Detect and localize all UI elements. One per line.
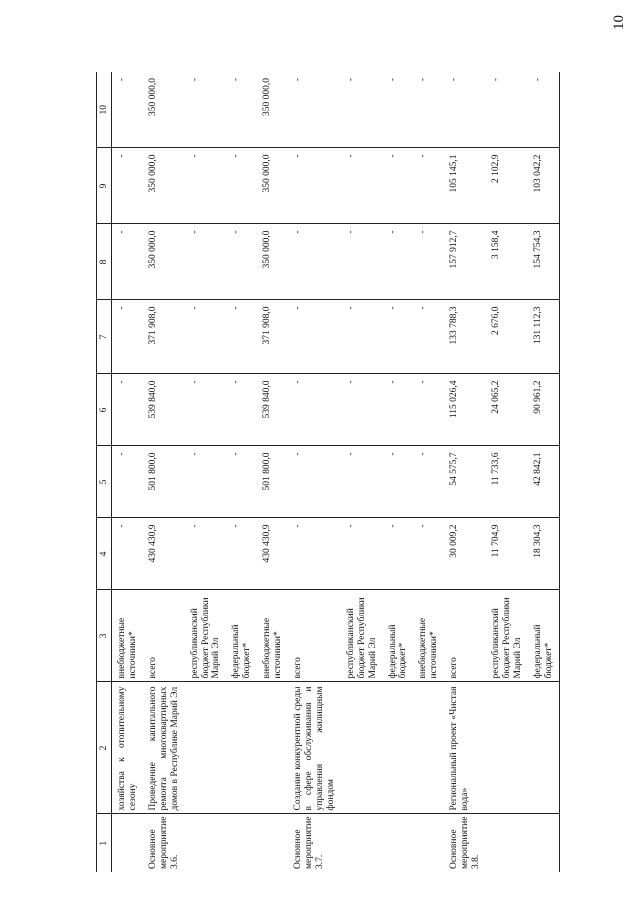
amount-cell: - bbox=[288, 300, 341, 374]
activity-number bbox=[226, 814, 257, 872]
amount-cell: - bbox=[226, 518, 257, 590]
amount-cell: 11 704,9 bbox=[486, 518, 528, 590]
table-header-row bbox=[97, 72, 112, 872]
amount-cell: - bbox=[383, 300, 414, 374]
amount-cell: - bbox=[528, 72, 559, 148]
amount-cell: 133 788,3 bbox=[444, 300, 486, 374]
funding-source: федеральный бюджет* bbox=[226, 590, 257, 682]
amount-cell: - bbox=[444, 72, 486, 148]
amount-cell: - bbox=[185, 300, 227, 374]
amount-cell: - bbox=[185, 446, 227, 518]
amount-cell: - bbox=[341, 148, 383, 224]
amount-cell: - bbox=[112, 148, 143, 224]
activity-number bbox=[185, 814, 227, 872]
amount-cell: - bbox=[226, 224, 257, 300]
amount-cell: - bbox=[185, 72, 227, 148]
activity-name: хозяйства к отопительному сезону bbox=[112, 682, 143, 814]
amount-cell: 115 026,4 bbox=[444, 374, 486, 446]
table-row bbox=[185, 72, 227, 872]
amount-cell: 54 575,7 bbox=[444, 446, 486, 518]
activity-number: Основное мероприятие 3.8. bbox=[449, 816, 482, 869]
activity-name bbox=[185, 682, 227, 814]
funding-source: всего bbox=[444, 590, 486, 682]
amount-cell: - bbox=[341, 300, 383, 374]
table-row bbox=[288, 72, 341, 872]
amount-cell: - bbox=[383, 148, 414, 224]
budget-table bbox=[96, 72, 560, 872]
amount-cell: 105 145,1 bbox=[444, 148, 486, 224]
amount-cell: 350 000,0 bbox=[257, 224, 288, 300]
activity-name bbox=[383, 682, 414, 814]
amount-cell: - bbox=[383, 224, 414, 300]
table-row bbox=[257, 72, 288, 872]
table-row bbox=[413, 72, 444, 872]
activity-name bbox=[413, 682, 444, 814]
table-row bbox=[143, 72, 185, 872]
activity-number bbox=[383, 814, 414, 872]
amount-cell: - bbox=[413, 224, 444, 300]
amount-cell: 42 842,1 bbox=[528, 446, 559, 518]
funding-source: республиканский бюджет Республики Марий Эл bbox=[486, 590, 528, 682]
amount-cell: 11 733,6 bbox=[486, 446, 528, 518]
activity-number bbox=[257, 814, 288, 872]
activity-number bbox=[341, 814, 383, 872]
amount-cell: 430 430,9 bbox=[257, 518, 288, 590]
column-header: 7 bbox=[97, 300, 112, 374]
activity-number: Основное мероприятие 3.7. bbox=[293, 816, 325, 869]
amount-cell: - bbox=[226, 148, 257, 224]
amount-cell: - bbox=[383, 518, 414, 590]
amount-cell: 501 800,0 bbox=[257, 446, 288, 518]
amount-cell: - bbox=[383, 374, 414, 446]
amount-cell: 501 800,0 bbox=[143, 446, 185, 518]
amount-cell: - bbox=[288, 374, 341, 446]
column-header: 1 bbox=[97, 814, 112, 872]
amount-cell: - bbox=[413, 446, 444, 518]
amount-cell: - bbox=[288, 148, 341, 224]
amount-cell: 350 000,0 bbox=[257, 72, 288, 148]
amount-cell: - bbox=[341, 374, 383, 446]
amount-cell: - bbox=[185, 374, 227, 446]
activity-name bbox=[528, 682, 559, 814]
amount-cell: 350 000,0 bbox=[257, 148, 288, 224]
amount-cell: 157 912,7 bbox=[444, 224, 486, 300]
amount-cell: - bbox=[112, 518, 143, 590]
amount-cell: 2 102,9 bbox=[486, 148, 528, 224]
table-body bbox=[112, 72, 560, 872]
amount-cell: 371 908,0 bbox=[143, 300, 185, 374]
funding-source: всего bbox=[143, 590, 185, 682]
table-row bbox=[528, 72, 559, 872]
amount-cell: - bbox=[226, 72, 257, 148]
amount-cell: - bbox=[185, 148, 227, 224]
amount-cell: - bbox=[185, 224, 227, 300]
table-row bbox=[486, 72, 528, 872]
column-header: 9 bbox=[97, 148, 112, 224]
funding-source: республиканский бюджет Республики Марий Эл bbox=[341, 590, 383, 682]
amount-cell: - bbox=[226, 374, 257, 446]
amount-cell: 539 840,0 bbox=[143, 374, 185, 446]
amount-cell: - bbox=[288, 518, 341, 590]
activity-name: Региональный проект «Чистая вода» bbox=[444, 682, 486, 814]
amount-cell: - bbox=[341, 446, 383, 518]
amount-cell: 24 065,2 bbox=[486, 374, 528, 446]
amount-cell: 18 304,3 bbox=[528, 518, 559, 590]
amount-cell: 350 000,0 bbox=[143, 148, 185, 224]
amount-cell: - bbox=[185, 518, 227, 590]
activity-name bbox=[257, 682, 288, 814]
amount-cell: - bbox=[341, 72, 383, 148]
activity-number bbox=[486, 814, 528, 872]
amount-cell: - bbox=[288, 224, 341, 300]
amount-cell: 154 754,3 bbox=[528, 224, 559, 300]
amount-cell: - bbox=[112, 224, 143, 300]
amount-cell: - bbox=[112, 446, 143, 518]
amount-cell: 30 009,2 bbox=[444, 518, 486, 590]
table-row bbox=[444, 72, 486, 872]
activity-name bbox=[341, 682, 383, 814]
amount-cell: - bbox=[413, 518, 444, 590]
activity-number: Основное мероприятие 3.6. bbox=[147, 816, 180, 869]
amount-cell: 90 961,2 bbox=[528, 374, 559, 446]
amount-cell: 103 042,2 bbox=[528, 148, 559, 224]
funding-source: федеральный бюджет* bbox=[383, 590, 414, 682]
page-number: 10 bbox=[611, 15, 627, 30]
table-row bbox=[112, 72, 143, 872]
amount-cell: 350 000,0 bbox=[143, 224, 185, 300]
activity-number bbox=[413, 814, 444, 872]
amount-cell: - bbox=[288, 72, 341, 148]
amount-cell: - bbox=[112, 300, 143, 374]
amount-cell: - bbox=[383, 72, 414, 148]
activity-name bbox=[486, 682, 528, 814]
amount-cell: - bbox=[112, 374, 143, 446]
amount-cell: - bbox=[413, 374, 444, 446]
amount-cell: - bbox=[486, 72, 528, 148]
amount-cell: 350 000,0 bbox=[143, 72, 185, 148]
amount-cell: 131 112,3 bbox=[528, 300, 559, 374]
funding-source: федеральный бюджет* bbox=[528, 590, 559, 682]
table-row bbox=[383, 72, 414, 872]
column-header: 10 bbox=[97, 72, 112, 148]
column-header: 5 bbox=[97, 446, 112, 518]
amount-cell: 2 676,0 bbox=[486, 300, 528, 374]
funding-source: республиканский бюджет Республики Марий Эл bbox=[185, 590, 227, 682]
amount-cell: - bbox=[413, 148, 444, 224]
amount-cell: 430 430,9 bbox=[143, 518, 185, 590]
amount-cell: - bbox=[341, 224, 383, 300]
column-header: 4 bbox=[97, 518, 112, 590]
activity-name bbox=[226, 682, 257, 814]
column-header: 6 bbox=[97, 374, 112, 446]
amount-cell: - bbox=[341, 518, 383, 590]
funding-source: внебюджетные источники* bbox=[112, 590, 143, 682]
amount-cell: 371 908,0 bbox=[257, 300, 288, 374]
activity-name: Проведение капитального ремонта многоквартирных домов в Республике Марий Эл bbox=[143, 682, 185, 814]
amount-cell: - bbox=[413, 72, 444, 148]
activity-number bbox=[528, 814, 559, 872]
column-header: 8 bbox=[97, 224, 112, 300]
amount-cell: - bbox=[226, 446, 257, 518]
column-header: 2 bbox=[97, 682, 112, 814]
table-row bbox=[341, 72, 383, 872]
table-row bbox=[226, 72, 257, 872]
funding-source: всего bbox=[288, 590, 341, 682]
amount-cell: - bbox=[112, 72, 143, 148]
amount-cell: 539 840,0 bbox=[257, 374, 288, 446]
funding-source: внебюджетные источники* bbox=[413, 590, 444, 682]
activity-name: Создание конкурентной среды в сфере обслуживания и управления жилищным фондом bbox=[288, 682, 341, 814]
amount-cell: - bbox=[383, 446, 414, 518]
funding-source: внебюджетные источники* bbox=[257, 590, 288, 682]
amount-cell: - bbox=[226, 300, 257, 374]
column-header: 3 bbox=[97, 590, 112, 682]
activity-number bbox=[112, 814, 143, 872]
amount-cell: - bbox=[288, 446, 341, 518]
amount-cell: 3 158,4 bbox=[486, 224, 528, 300]
budget-table-page bbox=[96, 72, 606, 872]
amount-cell: - bbox=[413, 300, 444, 374]
